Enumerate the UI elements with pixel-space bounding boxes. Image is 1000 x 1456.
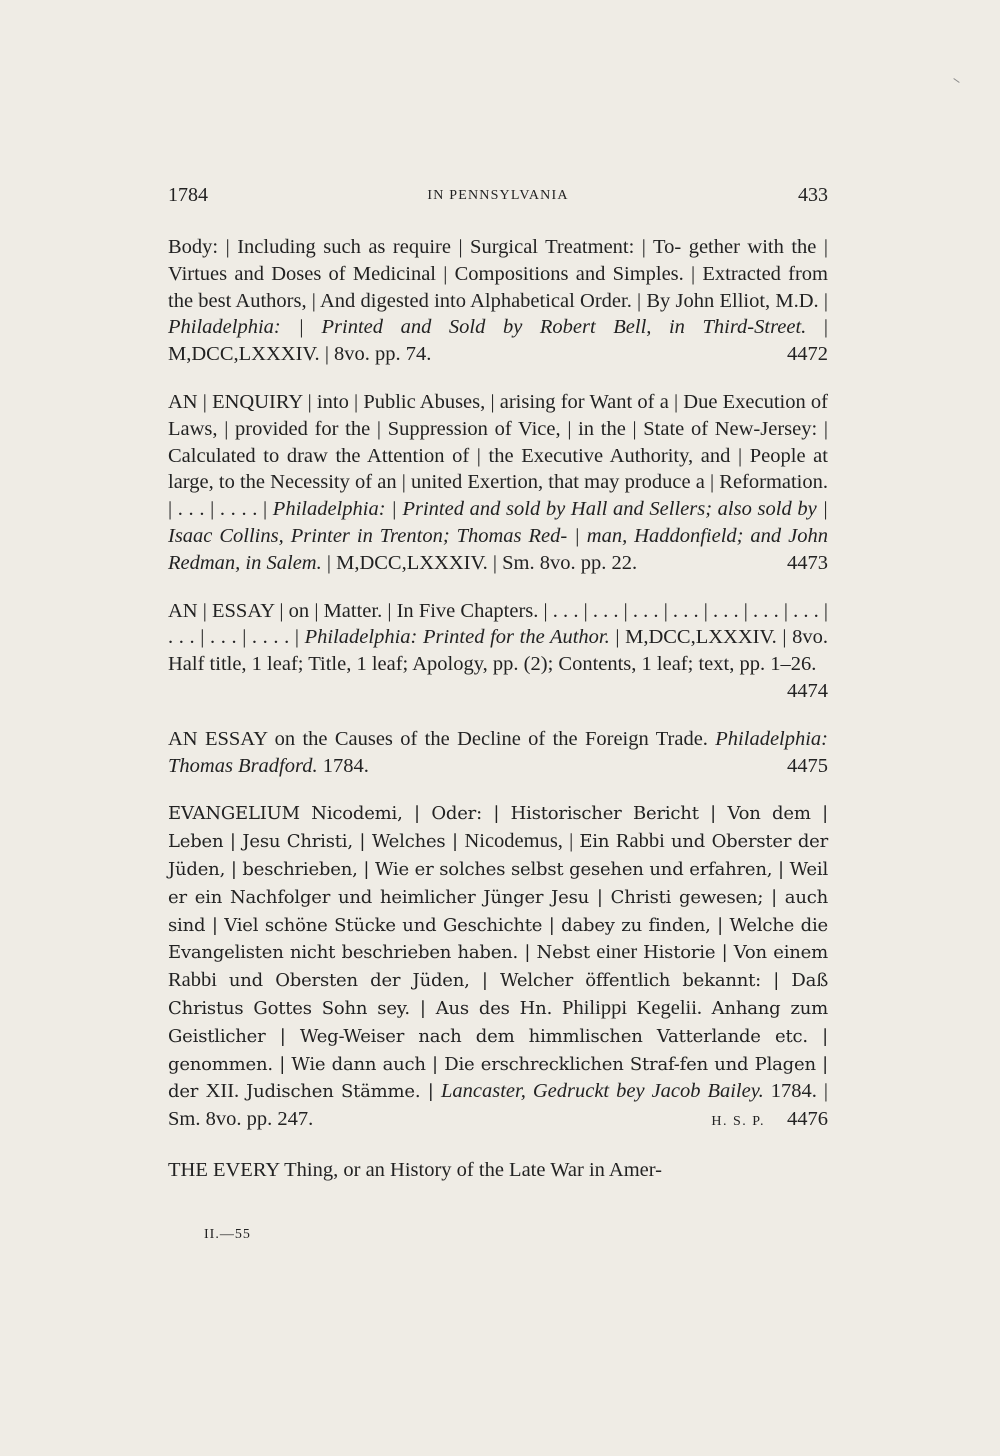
page-number: 433 <box>798 184 828 206</box>
page-body <box>168 234 828 1184</box>
page-header <box>168 184 828 214</box>
running-title: IN PENNSYLVANIA <box>427 188 569 203</box>
entry-4472: Body: | Including such as require | Surgical Treatment: | To- gether with the | Virtues and Doses of Medicinal | Compositions and Simples. | Extracted from the best Authors, | And digested into Alphabetical Order. | By John Elliot, M.D. | Philadelphia: | Printed and Sold by Robert Bell, in Third-Street. | M,DCC,LXXXIV. | 8vo. pp. 74. 4472 <box>168 234 828 368</box>
entry-4473: AN | ENQUIRY | into | Public Abuses, | arising for Want of a | Due Execution of Laws, | provided for the | Suppression of Vice, | in the | State of New-Jersey: | Calculated to draw the Attention of | the Executive Authority, and | People at large, to the Necessity of an | united Exertion, that may produce a | Reformation. | . . . | . . . . | Philadelphia: | Printed and sold by Hall and Sellers; also sold by | Isaac Collins, Printer in Trenton; Thomas Red- | man, Haddonfield; and John Redman, in Salem. | M,DCC,LXXXIV. | Sm. 8vo. pp. 22. 4473 <box>168 389 828 577</box>
location-abbrev: H. S. P. <box>711 1114 765 1130</box>
entry-number: 4474 <box>787 679 828 702</box>
margin-mark <box>953 78 959 83</box>
entry-4476: EVANGELIUM Nicodemi, | Oder: | Historischer Bericht | Von dem | Leben | Jesu Christi, | Welches | Nicodemus, | Ein Rabbi und Oberster der Jüden, | beschrieben, | Wie er solches selbst gesehen und erfahren, | Weil er ein Nachfolger und heimlicher Jünger Jesu | Christi gewesen; | auch sind | Viel schöne Stücke und Geschichte | dabey zu finden, | Welche die Evangelisten nicht beschrieben haben. | Nebst einer Historie | Von einem Rabbi und Obersten der Jüden, | Welcher öffentlich bekannt: | Daß Christus Gottes Sohn sey. | Aus des Hn. Philippi Kegelii. Anhang zum Geistlicher | Weg-Weiser nach dem himmlischen Vatterlande etc. | genommen. | Wie dann auch | Die erschrecklichen Straf-fen und Plagen | der XII. Judischen Stämme. | Lancaster, Gedruckt bey Jacob Bailey. 1784. | Sm. 8vo. pp. 247. H. S. P. 4476 <box>168 800 828 1136</box>
signature-mark: II.—55 <box>204 1227 251 1242</box>
header-year: 1784 <box>168 184 208 206</box>
entry-number: 4475 <box>787 754 828 777</box>
entry-number: 4472 <box>787 343 828 366</box>
entry-number-with-location <box>711 1106 828 1136</box>
entry-number: 4476 <box>787 1108 828 1131</box>
entry-4475: AN ESSAY on the Causes of the Decline of the Foreign Trade. Philadelphia: Thomas Bradford. 1784. 4475 <box>168 726 828 780</box>
entry-number: 4473 <box>787 551 828 574</box>
entry-4477-start: THE EVERY Thing, or an History of the Late War in Amer- <box>168 1158 663 1181</box>
entry-4474: AN | ESSAY | on | Matter. | In Five Chapters. | . . . | . . . | . . . | . . . | . . . | . . . | . . . | . . . | . . . | . . . . | Philadelphia: Printed for the Author. | M,DCC,LXXXIV. | 8vo. Half title, 1 leaf; Title, 1 leaf; Apology, pp. (2); Contents, 1 leaf; text, pp. 1–26. 4474 <box>168 598 828 705</box>
